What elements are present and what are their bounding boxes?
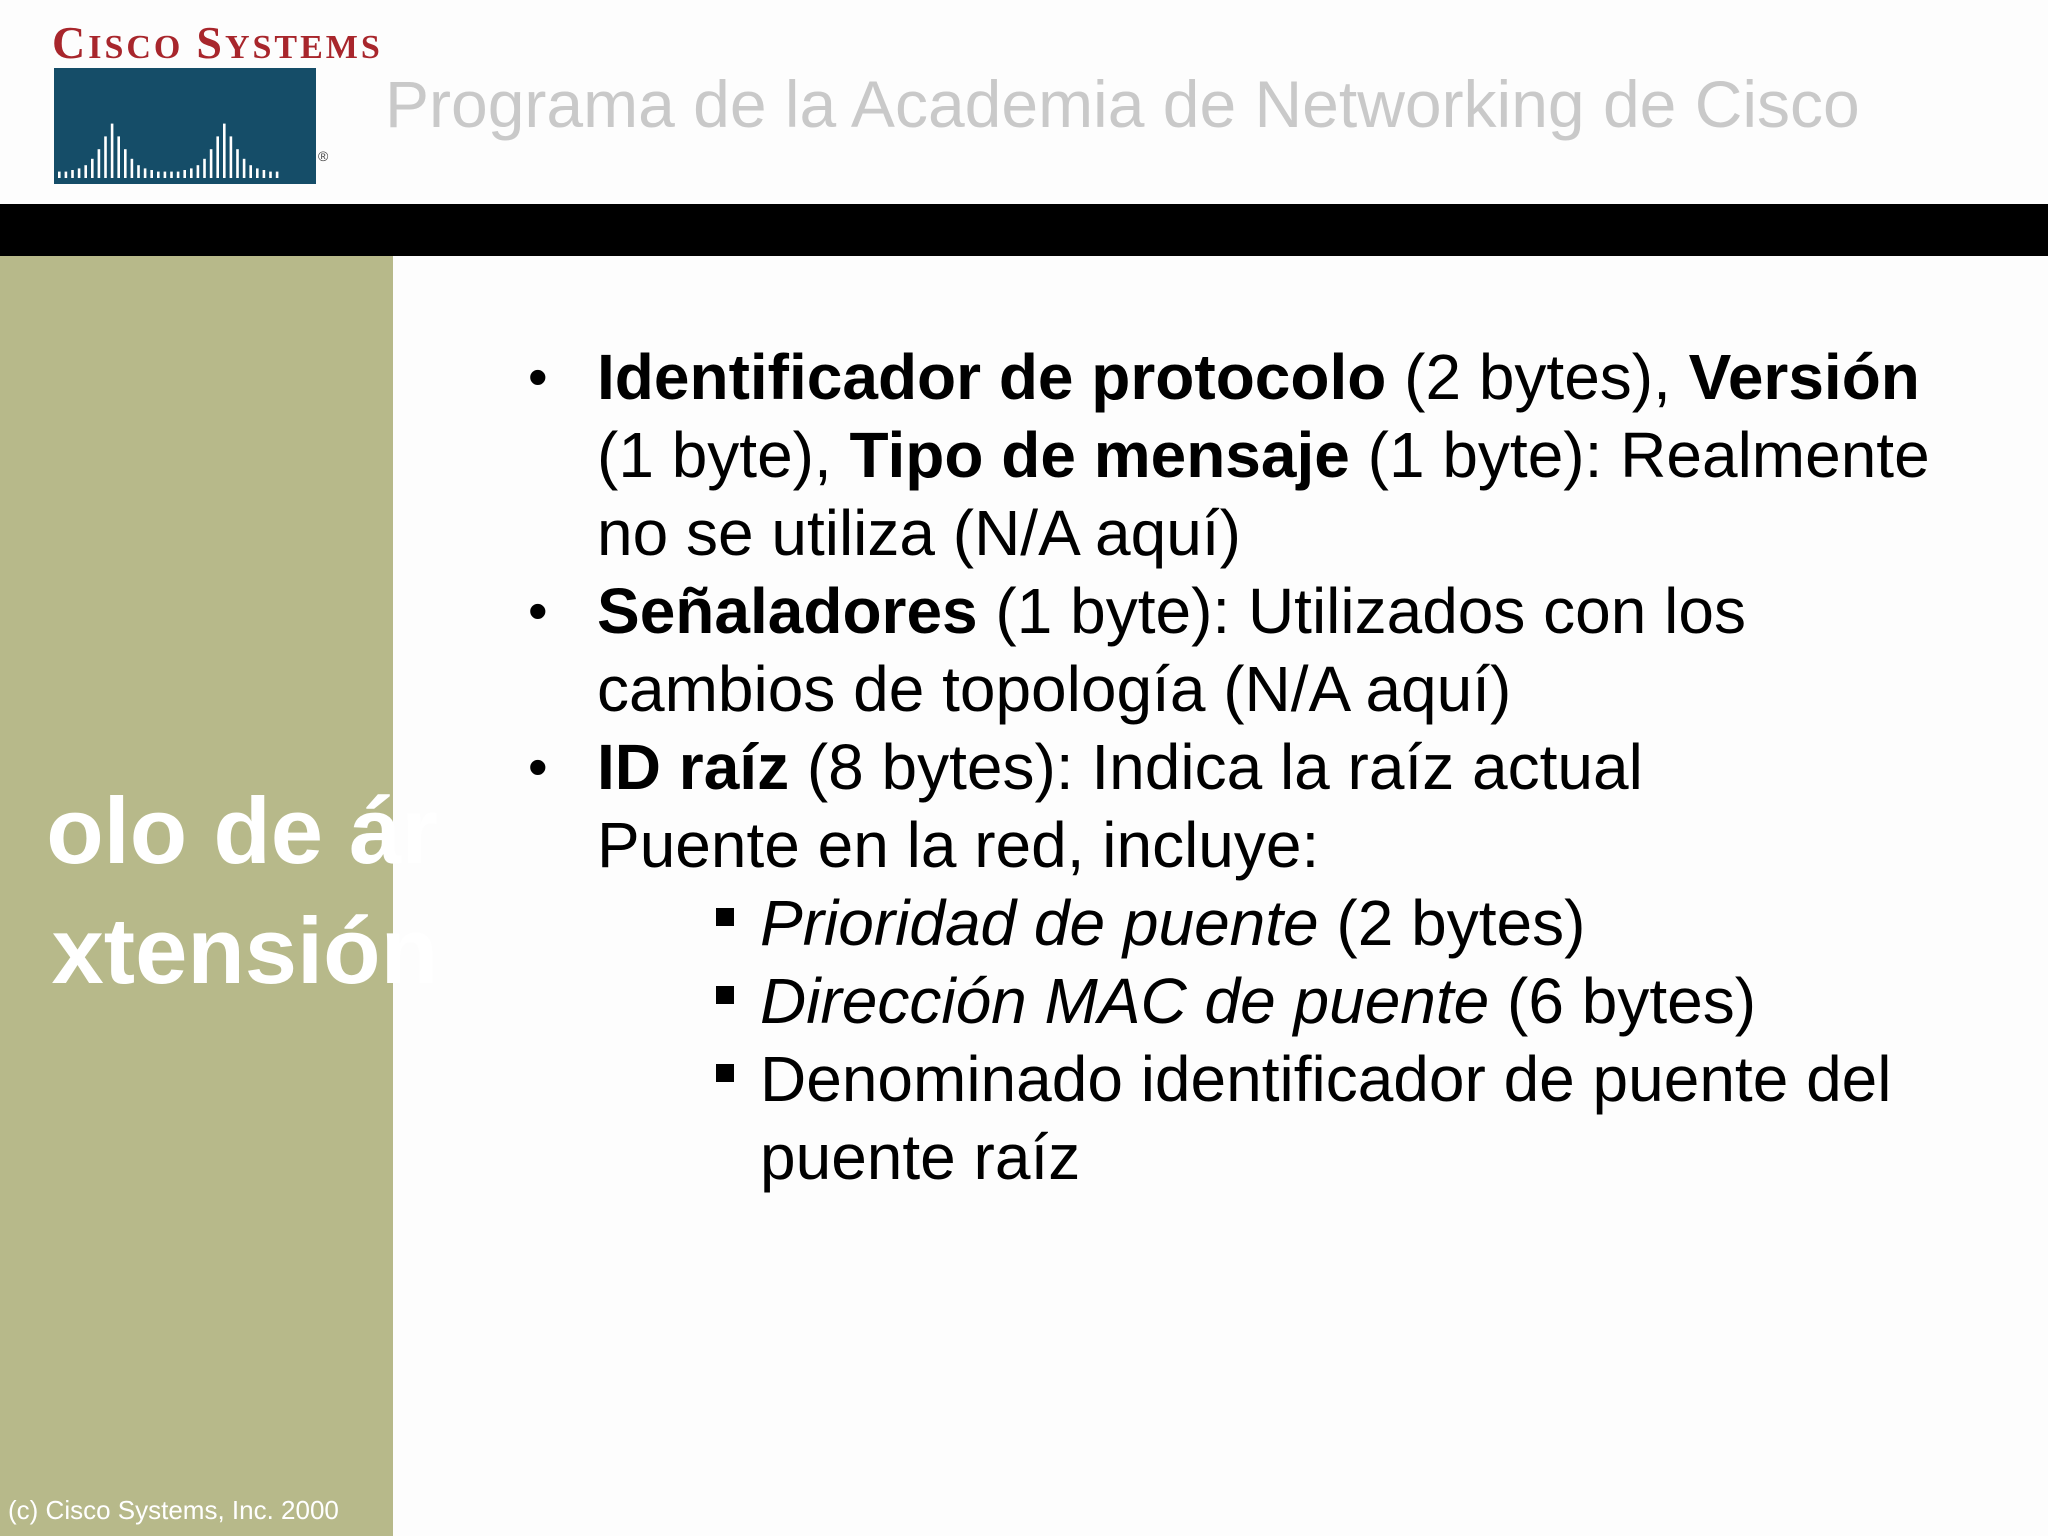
bullet-text: (8 bytes): Indica la raíz actual Puente en la red, incluye: — [597, 731, 1643, 881]
bullet-item — [520, 338, 1980, 572]
sub-bullet-item — [520, 962, 1980, 1040]
sub-bullet-item — [520, 1040, 1980, 1196]
side-title — [46, 771, 438, 1011]
bullet-bold-text: Versión — [1688, 341, 1920, 413]
bullet-item — [520, 728, 1980, 884]
logo-wordmark: CISCO SYSTEMS — [52, 17, 383, 68]
sub-bullet-text: (2 bytes) — [1318, 887, 1586, 959]
square-bullet-icon — [716, 986, 734, 1004]
bullet-bold-text: ID raíz — [597, 731, 790, 803]
cisco-logo — [52, 16, 383, 172]
bullet-dot-icon: • — [528, 345, 548, 408]
bullet-dot-icon: • — [528, 579, 548, 642]
sub-bullet-text: (6 bytes) — [1489, 965, 1756, 1037]
logo-bridge-icon — [54, 68, 316, 184]
bullet-text: (1 byte): Utilizados con los cambios de topología (N/A aquí) — [597, 575, 1746, 725]
side-title-line-1: olo de ár — [46, 778, 438, 883]
bullet-dot-icon: • — [528, 735, 548, 798]
header-title: Programa de la Academia de Networking de Cisco — [385, 67, 1860, 141]
side-title-line-2: xtensión — [51, 898, 438, 1003]
square-bullet-icon — [716, 908, 734, 926]
bullet-bold-text: Identificador de protocolo — [597, 341, 1387, 413]
header-divider-bar — [0, 204, 2048, 256]
bullet-item — [520, 572, 1980, 728]
sub-bullet-text: Denominado identificador de puente del puente raíz — [760, 1043, 1892, 1193]
slide-header — [0, 0, 2048, 204]
registered-mark: ® — [318, 148, 329, 164]
sub-bullet-italic-text: Dirección MAC de puente — [760, 965, 1490, 1037]
bullet-text: (1 byte), — [597, 419, 850, 491]
side-panel — [0, 256, 438, 1536]
bullet-bold-text: Tipo de mensaje — [849, 419, 1350, 491]
sub-bullet-item — [520, 884, 1980, 962]
bullet-text: (1 byte): Realmente no se utiliza (N/A aquí) — [597, 419, 1930, 569]
bullet-text: (2 bytes), — [1386, 341, 1689, 413]
bullet-bold-text: Señaladores — [597, 575, 978, 647]
square-bullet-icon — [716, 1064, 734, 1082]
slide-content — [520, 338, 1980, 1196]
sub-bullet-italic-text: Prioridad de puente — [760, 887, 1319, 959]
copyright-notice: (c) Cisco Systems, Inc. 2000 — [8, 1495, 339, 1525]
